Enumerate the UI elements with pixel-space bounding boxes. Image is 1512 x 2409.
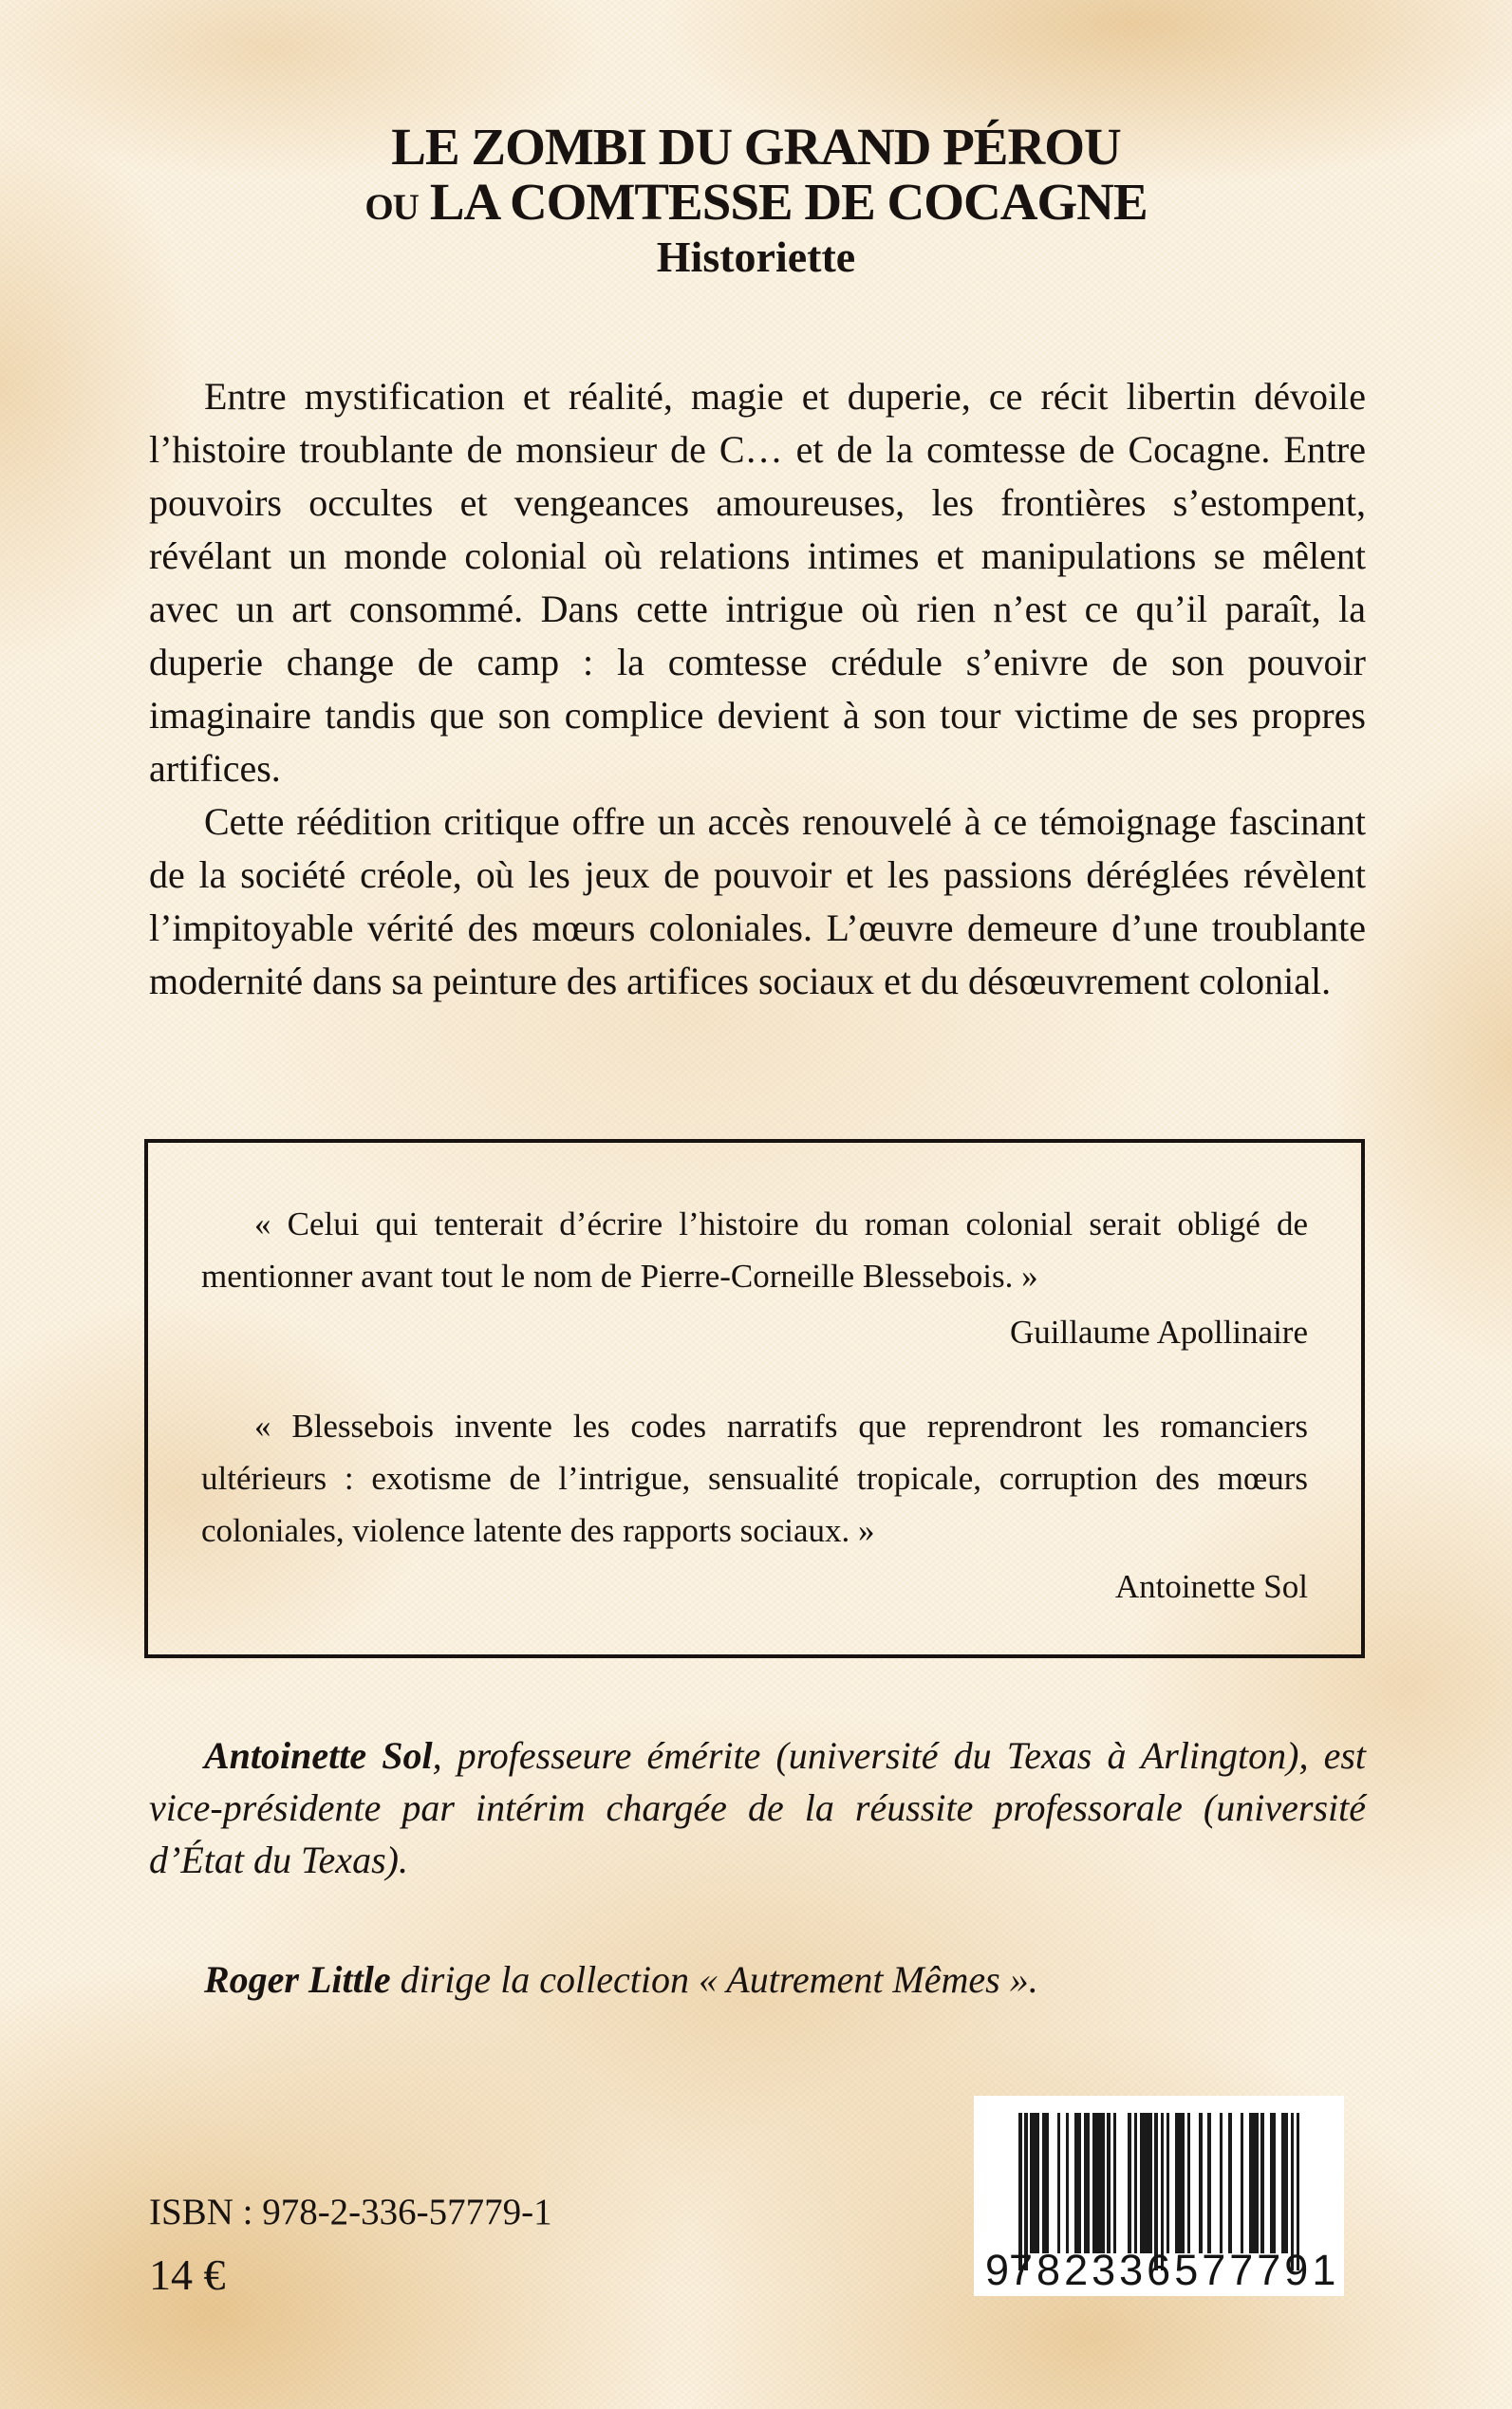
barcode-bar — [1128, 2113, 1131, 2253]
barcode-bar — [1057, 2113, 1061, 2253]
barcode-bar — [1045, 2113, 1049, 2253]
barcode-bar — [1167, 2113, 1170, 2253]
quote-sol: « Blessebois invente les codes narratifs que reprendront les romanciers ultérieurs : exotisme de l’intrigue, sensualité tropicale, corruption des mœurs coloniales, violence latente des rapports sociaux. » — [201, 1408, 1308, 1549]
barcode-bar — [1207, 2113, 1211, 2253]
price-label: 14 € — [149, 2250, 226, 2299]
quote-box — [144, 1139, 1365, 1658]
synopsis-paragraph-1: Entre mystification et réalité, magie et duperie, ce récit libertin dévoile l’histoire troublante de monsieur de C… et de la comtesse de Cocagne. Entre pouvoirs occultes et vengeances amoureuses, les frontières s’estompent, révélant un monde colonial où relations intimes et manipulations se mêlent avec un art consommé. Dans cette intrigue où rien n’est ce qu’il paraît, la duperie change de camp : la comtesse crédule s’enivre de son pouvoir imaginaire tandis que son complice devient à son tour victime de ses propres artifices. — [149, 375, 1366, 790]
synopsis-paragraph-2: Cette réédition critique offre un accès renouvelé à ce témoignage fascinant de la société créole, où les jeux de pouvoir et les passions déréglées révèlent l’impitoyable vérité des mœurs coloniales. L’œuvre demeure d’une troublante modernité dans sa peinture des artifices sociaux et du désœuvrement colonial. — [149, 800, 1366, 1002]
book-title-line1: LE ZOMBI DU GRAND PÉROU — [391, 118, 1121, 176]
quote-apollinaire: « Celui qui tenterait d’écrire l’histoire du roman colonial serait obligé de mentionner avant tout le nom de Pierre-Corneille Blessebois. » — [201, 1205, 1308, 1295]
barcode — [974, 2096, 1344, 2296]
series-editor-name: Roger Little — [204, 1958, 391, 2001]
synopsis — [149, 370, 1366, 1008]
quote-apollinaire-attribution: Guillaume Apollinaire — [1010, 1314, 1308, 1351]
barcode-bar — [1241, 2113, 1244, 2253]
barcode-bar — [1187, 2113, 1191, 2253]
barcode-bar — [1107, 2113, 1111, 2253]
barcode-bar — [1066, 2113, 1070, 2253]
series-editor-line — [149, 1957, 1366, 2002]
barcode-bar — [1134, 2113, 1138, 2253]
author-bio — [149, 1729, 1366, 1886]
barcode-bar — [1284, 2113, 1288, 2253]
barcode-bar — [1077, 2113, 1081, 2253]
barcode-bar — [1220, 2113, 1223, 2253]
barcode-digits — [985, 2246, 1340, 2294]
barcode-bar — [1113, 2113, 1117, 2253]
barcode-bar — [1273, 2113, 1277, 2253]
barcode-bar — [1181, 2113, 1185, 2253]
barcode-bar — [1148, 2113, 1152, 2253]
author-bio-paragraph — [149, 1729, 1366, 1886]
barcode-bar — [1260, 2113, 1264, 2253]
isbn-label: ISBN : 978-2-336-57779-1 — [149, 2192, 552, 2232]
barcode-bar — [1228, 2113, 1232, 2253]
barcode-digits-right: 577791 — [1174, 2246, 1340, 2294]
barcode-bar — [1255, 2113, 1259, 2253]
title-block — [0, 120, 1512, 285]
book-title-line2-main: LA COMTESSE DE COCAGNE — [429, 173, 1148, 231]
barcode-bar — [1199, 2113, 1203, 2253]
barcode-digits-left: 782336 — [1009, 2246, 1175, 2294]
author-bio-text: , professeure émérite (université du Texas à Arlington), est vice-présidente par intérim chargée de la réussite professorale (université d’État du Texas). — [149, 1734, 1367, 1881]
barcode-digit-first: 9 — [985, 2246, 1010, 2294]
quote-sol-attribution: Antoinette Sol — [1114, 1568, 1308, 1605]
barcode-bar — [1036, 2113, 1040, 2253]
barcode-bar — [1101, 2113, 1105, 2253]
book-title-connector: ou — [364, 173, 419, 231]
book-title-line2 — [0, 175, 1512, 230]
book-subtitle: Historiette — [656, 233, 856, 281]
author-name: Antoinette Sol — [204, 1734, 433, 1777]
series-editor-text: dirige la collection « Autrement Mêmes ». — [390, 1958, 1038, 2001]
barcode-bar — [1087, 2113, 1091, 2253]
